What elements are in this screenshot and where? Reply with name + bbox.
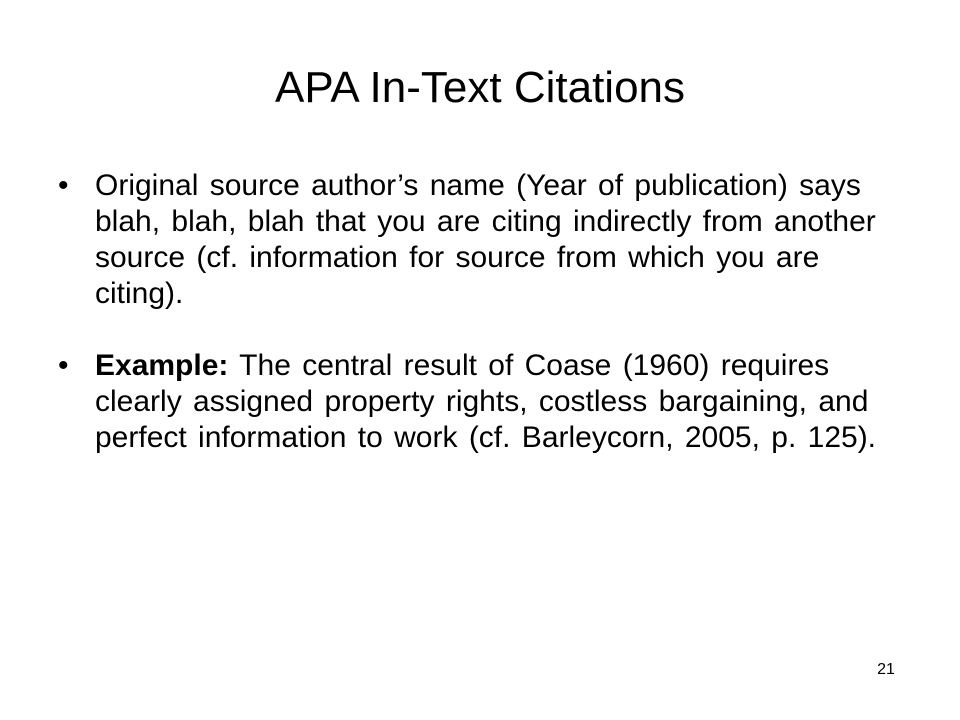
bullet-icon: • [58, 169, 69, 202]
bullet-item-example [58, 348, 908, 456]
bullet-text: Original source author’s name (Year of publication) says blah, blah, blah that you are citing indirectly from another source (cf. information for source from which you are citing). [95, 169, 876, 310]
example-label: Example: [95, 349, 229, 382]
bullet-item-citation-format [58, 168, 908, 312]
bullet-list [58, 168, 908, 456]
bullet-icon: • [58, 349, 69, 382]
page-number: 21 [877, 661, 895, 678]
slide-title: APA In-Text Citations [274, 63, 686, 112]
bullet-text: The central result of Coase (1960) requires clearly assigned property rights, costless bargaining, and perfect information to work (cf. Barleycorn, 2005, p. 125). [95, 349, 877, 454]
